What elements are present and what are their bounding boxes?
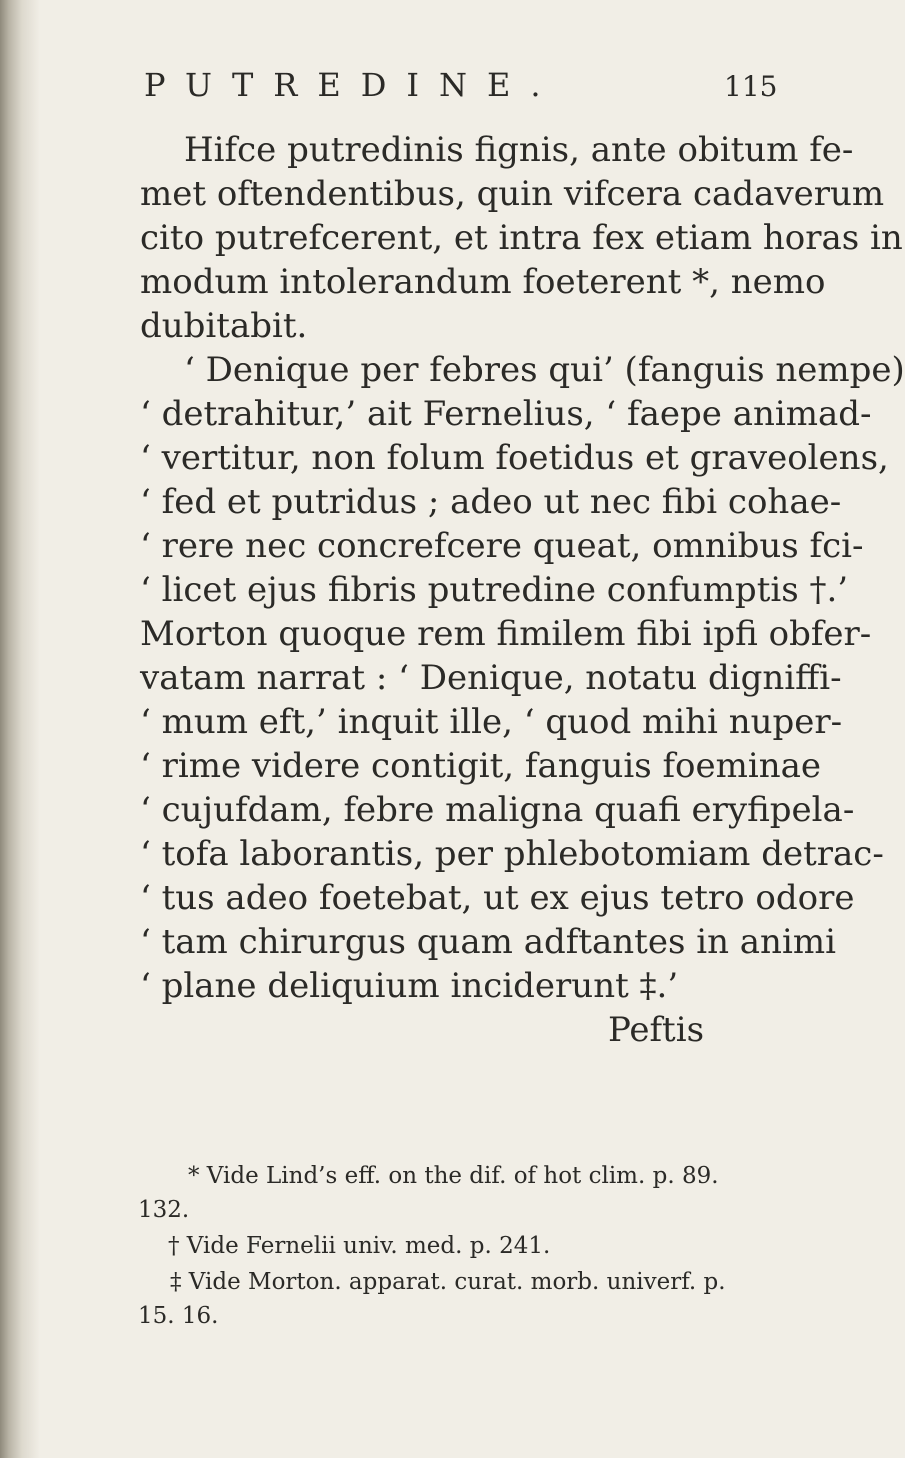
text-line: ‘ rime videre contigit, fanguis foeminae	[140, 746, 822, 786]
text-line: ‘ licet ejus fibris putredine confumptis †.’	[140, 570, 849, 610]
text-line: ‘ tofa laborantis, per phlebotomiam detrac-	[140, 834, 884, 874]
text-line: ‘ plane deliquium inciderunt ‡.’	[140, 966, 679, 1006]
footnote: ‡ Vide Morton. apparat. curat. morb. univerf. p.	[170, 1269, 726, 1295]
text-line: ‘ rere nec concrefcere queat, omnibus fci-	[140, 526, 864, 566]
page-number: 115	[724, 70, 778, 103]
footnote: † Vide Fernelii univ. med. p. 241.	[168, 1233, 551, 1259]
text-line: ‘ tus adeo foetebat, ut ex ejus tetro odore	[140, 878, 855, 918]
text-line: ‘ fed et putridus ; adeo ut nec fibi cohae-	[140, 482, 842, 522]
footnote-continuation: 132.	[138, 1197, 190, 1223]
text-line: ‘ vertitur, non folum foetidus et graveolens,	[140, 438, 889, 478]
text-line: modum intolerandum foeterent *, nemo	[140, 262, 826, 302]
text-line: ‘ cujufdam, febre maligna quafi eryfipela-	[140, 790, 855, 830]
running-head-title: PUTREDINE.	[144, 66, 561, 104]
footnote: * Vide Lind’s eff. on the dif. of hot clim. p. 89.	[188, 1163, 719, 1189]
text-line: ‘ tam chirurgus quam adftantes in animi	[140, 922, 836, 962]
text-line: dubitabit.	[140, 306, 308, 346]
text-line: cito putrefcerent, et intra fex etiam horas in	[140, 218, 903, 258]
text-line: ‘ mum eft,’ inquit ille, ‘ quod mihi nuper-	[140, 702, 843, 742]
text-line: ‘ Denique per febres qui’ (fanguis nempe)	[184, 350, 905, 390]
text-line: Morton quoque rem fimilem fibi ipfi obfer-	[140, 614, 872, 654]
text-line: vatam narrat : ‘ Denique, notatu digniffi-	[140, 658, 842, 698]
text-line: ‘ detrahitur,’ ait Fernelius, ‘ faepe animad-	[140, 394, 872, 434]
page-gutter-shadow	[0, 0, 40, 1458]
text-line: met oftendentibus, quin vifcera cadaverum	[140, 174, 885, 214]
footnote-continuation: 15. 16.	[138, 1303, 219, 1329]
catchword: Peftis	[608, 1010, 705, 1050]
text-line: Hifce putredinis fignis, ante obitum fe-	[184, 130, 854, 170]
